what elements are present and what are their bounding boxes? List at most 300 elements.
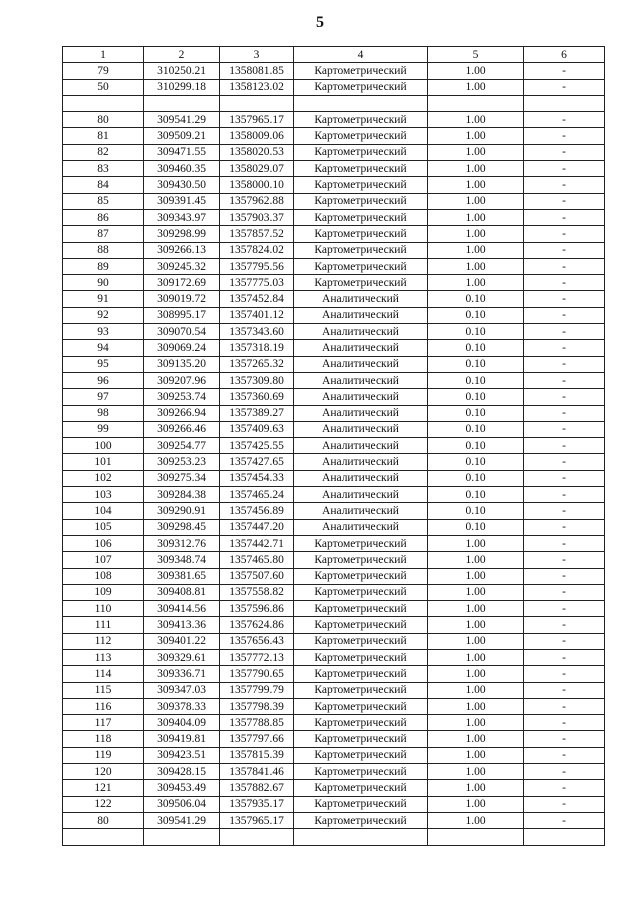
table-cell: Картометрический bbox=[294, 128, 428, 144]
table-cell: 1357507.60 bbox=[220, 568, 294, 584]
table-cell: 104 bbox=[63, 503, 144, 519]
table-cell: 119 bbox=[63, 747, 144, 763]
table-cell: Аналитический bbox=[294, 503, 428, 519]
table-row bbox=[63, 812, 605, 828]
table-cell: 309275.34 bbox=[144, 470, 220, 486]
table-cell: 1.00 bbox=[428, 796, 524, 812]
table-row bbox=[63, 405, 605, 421]
table-cell: 1357401.12 bbox=[220, 307, 294, 323]
table-cell: 309430.50 bbox=[144, 177, 220, 193]
header-cell: 2 bbox=[144, 47, 220, 63]
table-cell: 309414.56 bbox=[144, 601, 220, 617]
table-cell: 309266.13 bbox=[144, 242, 220, 258]
table-row bbox=[63, 519, 605, 535]
table-cell: 1357465.24 bbox=[220, 487, 294, 503]
table-row bbox=[63, 633, 605, 649]
table-cell: 111 bbox=[63, 617, 144, 633]
table-cell: 310250.21 bbox=[144, 63, 220, 79]
table-cell: - bbox=[524, 389, 605, 405]
table-cell: 0.10 bbox=[428, 454, 524, 470]
table-cell: - bbox=[524, 307, 605, 323]
table-row bbox=[63, 324, 605, 340]
table-cell: Картометрический bbox=[294, 144, 428, 160]
table-cell: 99 bbox=[63, 421, 144, 437]
table-cell: - bbox=[524, 112, 605, 128]
table-cell: - bbox=[524, 764, 605, 780]
table-cell: 309460.35 bbox=[144, 161, 220, 177]
table-cell: 1357596.86 bbox=[220, 601, 294, 617]
table-cell bbox=[144, 829, 220, 845]
table-cell: Аналитический bbox=[294, 307, 428, 323]
table-cell: 309266.94 bbox=[144, 405, 220, 421]
table-cell: - bbox=[524, 535, 605, 551]
table-row bbox=[63, 307, 605, 323]
table-cell: 309423.51 bbox=[144, 747, 220, 763]
table-cell: 1357795.56 bbox=[220, 258, 294, 274]
table-cell: - bbox=[524, 617, 605, 633]
table-cell: 1358123.02 bbox=[220, 79, 294, 95]
table-cell: Аналитический bbox=[294, 389, 428, 405]
table-cell: Картометрический bbox=[294, 79, 428, 95]
table-cell: Картометрический bbox=[294, 584, 428, 600]
table-cell: Картометрический bbox=[294, 698, 428, 714]
table-cell: Аналитический bbox=[294, 356, 428, 372]
table-cell: 1.00 bbox=[428, 682, 524, 698]
table-cell: 1.00 bbox=[428, 780, 524, 796]
table-row bbox=[63, 226, 605, 242]
table-cell: 1357442.71 bbox=[220, 535, 294, 551]
table-cell: 120 bbox=[63, 764, 144, 780]
table-cell: 1.00 bbox=[428, 161, 524, 177]
table-cell: 1357465.80 bbox=[220, 552, 294, 568]
table-cell: 1357624.86 bbox=[220, 617, 294, 633]
table-cell: 1.00 bbox=[428, 177, 524, 193]
table-cell: 309378.33 bbox=[144, 698, 220, 714]
table-cell: - bbox=[524, 226, 605, 242]
table-cell: - bbox=[524, 275, 605, 291]
table-row bbox=[63, 356, 605, 372]
table-cell: 1357425.55 bbox=[220, 438, 294, 454]
table-cell: 92 bbox=[63, 307, 144, 323]
table-cell: 0.10 bbox=[428, 356, 524, 372]
table-row bbox=[63, 601, 605, 617]
table-cell: Аналитический bbox=[294, 324, 428, 340]
table-cell: 1357456.89 bbox=[220, 503, 294, 519]
table-cell: 1357558.82 bbox=[220, 584, 294, 600]
table-cell: 1357318.19 bbox=[220, 340, 294, 356]
table-cell: 85 bbox=[63, 193, 144, 209]
table-cell: 309253.74 bbox=[144, 389, 220, 405]
table-cell: - bbox=[524, 356, 605, 372]
table-cell: 1.00 bbox=[428, 79, 524, 95]
table-row bbox=[63, 487, 605, 503]
table-cell: Картометрический bbox=[294, 226, 428, 242]
table-cell: 80 bbox=[63, 812, 144, 828]
table-row bbox=[63, 144, 605, 160]
table-cell: 1357797.66 bbox=[220, 731, 294, 747]
table-cell: Картометрический bbox=[294, 112, 428, 128]
table-row bbox=[63, 258, 605, 274]
table-cell: Картометрический bbox=[294, 275, 428, 291]
table-row bbox=[63, 275, 605, 291]
table-cell: Картометрический bbox=[294, 193, 428, 209]
table-cell: - bbox=[524, 177, 605, 193]
table-cell: 1.00 bbox=[428, 63, 524, 79]
table-cell: 309329.61 bbox=[144, 649, 220, 665]
table-cell: 1357799.79 bbox=[220, 682, 294, 698]
table-cell: - bbox=[524, 682, 605, 698]
table-cell: 1.00 bbox=[428, 258, 524, 274]
table-cell: 1357965.17 bbox=[220, 112, 294, 128]
table-cell: - bbox=[524, 242, 605, 258]
table-cell: 83 bbox=[63, 161, 144, 177]
table-cell: 1357343.60 bbox=[220, 324, 294, 340]
header-cell: 6 bbox=[524, 47, 605, 63]
table-row bbox=[63, 649, 605, 665]
table-cell: 1.00 bbox=[428, 112, 524, 128]
header-cell: 5 bbox=[428, 47, 524, 63]
table-cell: Картометрический bbox=[294, 177, 428, 193]
table-cell: 1357454.33 bbox=[220, 470, 294, 486]
table-cell: 95 bbox=[63, 356, 144, 372]
table-cell: 109 bbox=[63, 584, 144, 600]
table-cell: Картометрический bbox=[294, 161, 428, 177]
table-cell: 81 bbox=[63, 128, 144, 144]
table-cell: - bbox=[524, 438, 605, 454]
table-row bbox=[63, 747, 605, 763]
table-cell: 1.00 bbox=[428, 617, 524, 633]
table-cell: 118 bbox=[63, 731, 144, 747]
table-row bbox=[63, 340, 605, 356]
table-cell: - bbox=[524, 193, 605, 209]
table-cell: 1357452.84 bbox=[220, 291, 294, 307]
table-cell bbox=[294, 95, 428, 111]
table-cell bbox=[294, 829, 428, 845]
table-cell: Картометрический bbox=[294, 812, 428, 828]
table-cell: 309428.15 bbox=[144, 764, 220, 780]
table-cell bbox=[524, 95, 605, 111]
table-cell: 309419.81 bbox=[144, 731, 220, 747]
table-row bbox=[63, 731, 605, 747]
table-row bbox=[63, 112, 605, 128]
table-cell: - bbox=[524, 340, 605, 356]
table-row bbox=[63, 470, 605, 486]
table-cell: - bbox=[524, 568, 605, 584]
table-row bbox=[63, 95, 605, 111]
table-cell: - bbox=[524, 503, 605, 519]
table-cell: 309348.74 bbox=[144, 552, 220, 568]
table-cell: 1.00 bbox=[428, 601, 524, 617]
table-cell: 91 bbox=[63, 291, 144, 307]
table-cell: 309336.71 bbox=[144, 666, 220, 682]
table-cell: 1.00 bbox=[428, 242, 524, 258]
table-cell: Аналитический bbox=[294, 421, 428, 437]
table-cell: 1358009.06 bbox=[220, 128, 294, 144]
table-cell: 110 bbox=[63, 601, 144, 617]
table-cell: 309254.77 bbox=[144, 438, 220, 454]
table-cell: Картометрический bbox=[294, 731, 428, 747]
table-cell: - bbox=[524, 487, 605, 503]
table-cell: 1357389.27 bbox=[220, 405, 294, 421]
table-cell: - bbox=[524, 405, 605, 421]
table-cell: 0.10 bbox=[428, 503, 524, 519]
table-cell: 121 bbox=[63, 780, 144, 796]
table-cell: 309408.81 bbox=[144, 584, 220, 600]
table-cell bbox=[428, 829, 524, 845]
table-row bbox=[63, 177, 605, 193]
table-cell: 1357447.20 bbox=[220, 519, 294, 535]
table-cell: Картометрический bbox=[294, 209, 428, 225]
table-cell: 1.00 bbox=[428, 764, 524, 780]
table-cell: 1357824.02 bbox=[220, 242, 294, 258]
table-cell: 0.10 bbox=[428, 470, 524, 486]
table-cell: 90 bbox=[63, 275, 144, 291]
table-cell: 309541.29 bbox=[144, 112, 220, 128]
table-cell: 0.10 bbox=[428, 519, 524, 535]
table-cell: 117 bbox=[63, 715, 144, 731]
table-cell: 1357790.65 bbox=[220, 666, 294, 682]
table-row bbox=[63, 503, 605, 519]
table-row bbox=[63, 584, 605, 600]
table-cell: 309284.38 bbox=[144, 487, 220, 503]
header-cell: 4 bbox=[294, 47, 428, 63]
table-row bbox=[63, 421, 605, 437]
table-cell: 1.00 bbox=[428, 128, 524, 144]
table-cell: 0.10 bbox=[428, 340, 524, 356]
table-cell: - bbox=[524, 715, 605, 731]
table-cell: 1.00 bbox=[428, 584, 524, 600]
table-cell: 107 bbox=[63, 552, 144, 568]
table-cell: 309541.29 bbox=[144, 812, 220, 828]
table-cell: - bbox=[524, 731, 605, 747]
table-cell: 1357427.65 bbox=[220, 454, 294, 470]
table-cell: 1.00 bbox=[428, 552, 524, 568]
table-cell: Аналитический bbox=[294, 487, 428, 503]
table-cell: Картометрический bbox=[294, 242, 428, 258]
table-cell: 1.00 bbox=[428, 226, 524, 242]
table-cell: 1357935.17 bbox=[220, 796, 294, 812]
table-cell: 1357903.37 bbox=[220, 209, 294, 225]
table-cell: 96 bbox=[63, 372, 144, 388]
table-cell: 82 bbox=[63, 144, 144, 160]
table-cell: Картометрический bbox=[294, 601, 428, 617]
table-cell: 1357857.52 bbox=[220, 226, 294, 242]
table-cell: 1.00 bbox=[428, 144, 524, 160]
table-cell: 1.00 bbox=[428, 275, 524, 291]
table-cell: - bbox=[524, 161, 605, 177]
table-row bbox=[63, 209, 605, 225]
table-row bbox=[63, 161, 605, 177]
table-cell bbox=[428, 95, 524, 111]
table-cell: 0.10 bbox=[428, 307, 524, 323]
table-cell: 0.10 bbox=[428, 291, 524, 307]
table-cell: Картометрический bbox=[294, 568, 428, 584]
table-cell: 0.10 bbox=[428, 405, 524, 421]
table-cell: 108 bbox=[63, 568, 144, 584]
table-cell: 1357882.67 bbox=[220, 780, 294, 796]
table-cell: 1.00 bbox=[428, 698, 524, 714]
table-cell: Аналитический bbox=[294, 340, 428, 356]
table-cell: Картометрический bbox=[294, 552, 428, 568]
table-cell: 309381.65 bbox=[144, 568, 220, 584]
table-row bbox=[63, 698, 605, 714]
table-cell: 309253.23 bbox=[144, 454, 220, 470]
table-cell: 1.00 bbox=[428, 535, 524, 551]
table-row bbox=[63, 568, 605, 584]
table-cell: Картометрический bbox=[294, 63, 428, 79]
table-header-row bbox=[63, 47, 605, 63]
table-cell: 93 bbox=[63, 324, 144, 340]
table-cell: 116 bbox=[63, 698, 144, 714]
table-cell: 309245.32 bbox=[144, 258, 220, 274]
table-cell: 106 bbox=[63, 535, 144, 551]
table-cell: 309391.45 bbox=[144, 193, 220, 209]
table-cell: Картометрический bbox=[294, 617, 428, 633]
table-cell: 1357962.88 bbox=[220, 193, 294, 209]
table-cell: 309471.55 bbox=[144, 144, 220, 160]
table-cell: - bbox=[524, 552, 605, 568]
table-cell: - bbox=[524, 258, 605, 274]
table-cell: 114 bbox=[63, 666, 144, 682]
table-cell: 1.00 bbox=[428, 568, 524, 584]
table-cell: 0.10 bbox=[428, 421, 524, 437]
table-cell: 98 bbox=[63, 405, 144, 421]
table-cell: 112 bbox=[63, 633, 144, 649]
table-cell: Картометрический bbox=[294, 535, 428, 551]
table-cell: 0.10 bbox=[428, 438, 524, 454]
table-cell: 1357265.32 bbox=[220, 356, 294, 372]
table-cell: 1357775.03 bbox=[220, 275, 294, 291]
table-cell: 115 bbox=[63, 682, 144, 698]
table-cell: - bbox=[524, 421, 605, 437]
table-cell: - bbox=[524, 128, 605, 144]
table-cell: 309266.46 bbox=[144, 421, 220, 437]
table-cell: Аналитический bbox=[294, 405, 428, 421]
table-cell: Картометрический bbox=[294, 764, 428, 780]
table-cell: Картометрический bbox=[294, 747, 428, 763]
table-cell: 1357815.39 bbox=[220, 747, 294, 763]
table-cell: - bbox=[524, 209, 605, 225]
table-cell: - bbox=[524, 372, 605, 388]
table-cell: 310299.18 bbox=[144, 79, 220, 95]
table-cell: 50 bbox=[63, 79, 144, 95]
table-cell: 1358029.07 bbox=[220, 161, 294, 177]
table-cell: 1357841.46 bbox=[220, 764, 294, 780]
table-cell: 89 bbox=[63, 258, 144, 274]
table-cell: 309506.04 bbox=[144, 796, 220, 812]
page-number: 5 bbox=[316, 14, 324, 31]
table-cell: 1357360.69 bbox=[220, 389, 294, 405]
table-row bbox=[63, 796, 605, 812]
table-cell: - bbox=[524, 519, 605, 535]
table-cell: 97 bbox=[63, 389, 144, 405]
table-cell: - bbox=[524, 633, 605, 649]
table-cell: - bbox=[524, 649, 605, 665]
table-cell: 309343.97 bbox=[144, 209, 220, 225]
table-cell: 309172.69 bbox=[144, 275, 220, 291]
header-cell: 3 bbox=[220, 47, 294, 63]
table-cell: 1.00 bbox=[428, 666, 524, 682]
table-cell: 1357788.85 bbox=[220, 715, 294, 731]
table-cell: 309290.91 bbox=[144, 503, 220, 519]
table-cell: - bbox=[524, 584, 605, 600]
table-cell: 309401.22 bbox=[144, 633, 220, 649]
table-cell: Картометрический bbox=[294, 633, 428, 649]
coordinates-table bbox=[62, 46, 605, 846]
table-cell: - bbox=[524, 601, 605, 617]
table-row bbox=[63, 242, 605, 258]
table-cell: - bbox=[524, 79, 605, 95]
table-cell: 87 bbox=[63, 226, 144, 242]
table-cell: 1.00 bbox=[428, 715, 524, 731]
table-row bbox=[63, 535, 605, 551]
table-cell: 1.00 bbox=[428, 812, 524, 828]
table-cell: 309298.99 bbox=[144, 226, 220, 242]
table-cell: 1357772.13 bbox=[220, 649, 294, 665]
table-cell: 100 bbox=[63, 438, 144, 454]
table-cell: Аналитический bbox=[294, 372, 428, 388]
table-cell: Картометрический bbox=[294, 649, 428, 665]
table-cell: 1.00 bbox=[428, 731, 524, 747]
table-cell: 0.10 bbox=[428, 389, 524, 405]
table-row bbox=[63, 764, 605, 780]
table-cell: 309453.49 bbox=[144, 780, 220, 796]
table-cell: - bbox=[524, 324, 605, 340]
table-cell: Картометрический bbox=[294, 682, 428, 698]
table-cell: 0.10 bbox=[428, 324, 524, 340]
table-cell: 309207.96 bbox=[144, 372, 220, 388]
table-cell: 88 bbox=[63, 242, 144, 258]
table-cell: Картометрический bbox=[294, 258, 428, 274]
table-row bbox=[63, 193, 605, 209]
table-row bbox=[63, 552, 605, 568]
table-row bbox=[63, 63, 605, 79]
table-row bbox=[63, 454, 605, 470]
table-cell: - bbox=[524, 747, 605, 763]
table-cell: 94 bbox=[63, 340, 144, 356]
table-cell: Картометрический bbox=[294, 780, 428, 796]
table-cell bbox=[524, 829, 605, 845]
table-cell: 1.00 bbox=[428, 747, 524, 763]
table-row bbox=[63, 438, 605, 454]
table-cell: 103 bbox=[63, 487, 144, 503]
table-row bbox=[63, 79, 605, 95]
table-cell: 309070.54 bbox=[144, 324, 220, 340]
table-cell: - bbox=[524, 454, 605, 470]
header-cell: 1 bbox=[63, 47, 144, 63]
table-row bbox=[63, 617, 605, 633]
table-cell: 309135.20 bbox=[144, 356, 220, 372]
table-cell: 105 bbox=[63, 519, 144, 535]
table-cell: - bbox=[524, 63, 605, 79]
table-row bbox=[63, 128, 605, 144]
table-cell: - bbox=[524, 291, 605, 307]
table-cell: Картометрический bbox=[294, 715, 428, 731]
table-cell: 1358020.53 bbox=[220, 144, 294, 160]
table-cell: 1.00 bbox=[428, 193, 524, 209]
table-cell: 1357798.39 bbox=[220, 698, 294, 714]
table-cell: 84 bbox=[63, 177, 144, 193]
table-cell: 1357656.43 bbox=[220, 633, 294, 649]
table-cell: 309404.09 bbox=[144, 715, 220, 731]
table-cell: Картометрический bbox=[294, 666, 428, 682]
table-cell: 309019.72 bbox=[144, 291, 220, 307]
table-cell: Аналитический bbox=[294, 519, 428, 535]
table-cell: 309509.21 bbox=[144, 128, 220, 144]
table-row bbox=[63, 715, 605, 731]
table-cell: 1357409.63 bbox=[220, 421, 294, 437]
table-cell: - bbox=[524, 666, 605, 682]
